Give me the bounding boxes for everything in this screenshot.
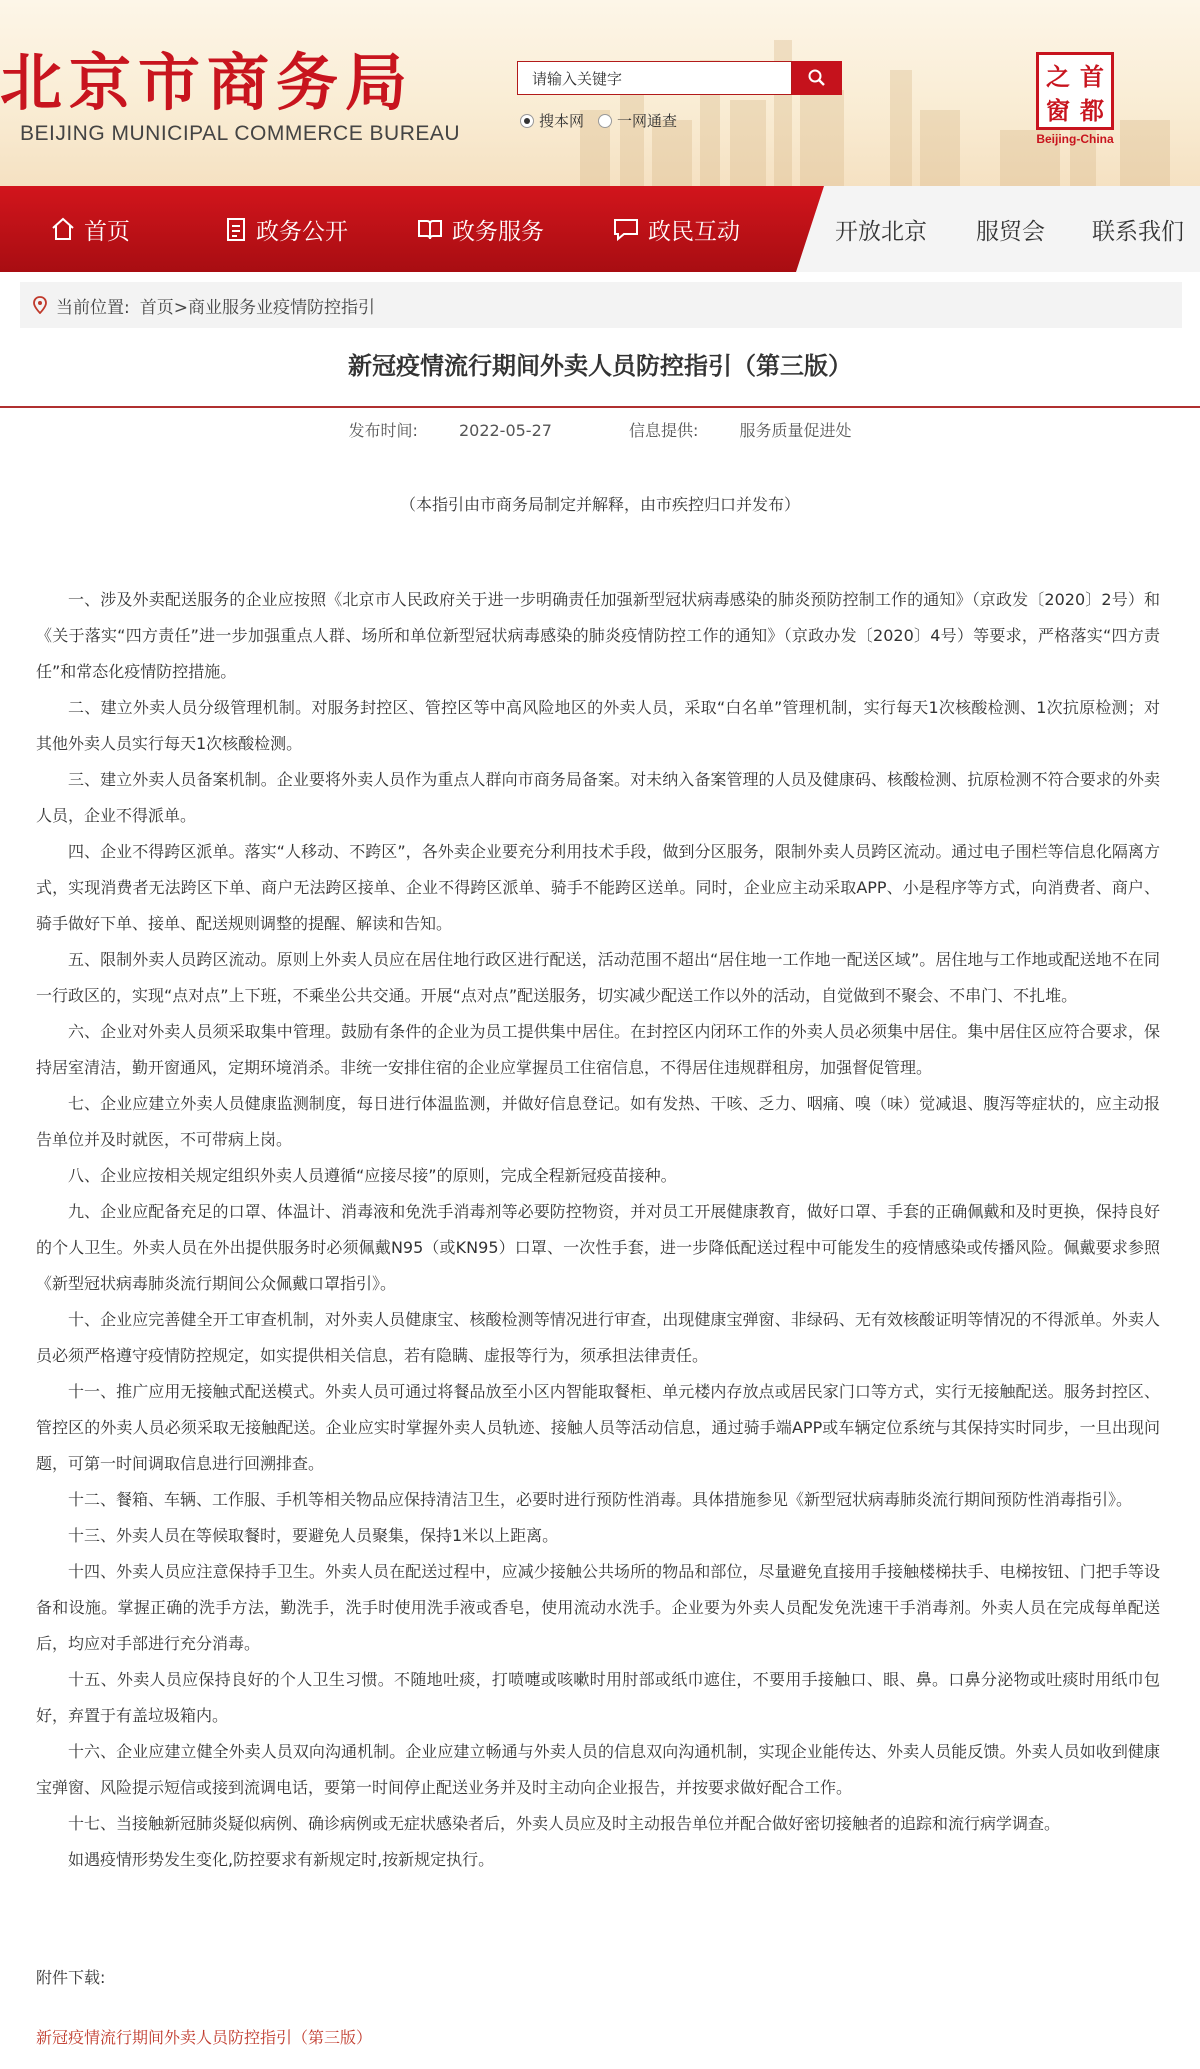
article-paragraph: 十六、企业应建立健全外卖人员双向沟通机制。企业应建立畅通与外卖人员的信息双向沟通机制，实现企业能传达、外卖人员能反馈。外卖人员如收到健康宝弹窗、风险提示短信或接到流调电话，要第一时间停止配送业务并及时主动向企业报告，并按要求做好配合工作。: [36, 1742, 1160, 1797]
site-header: [0, 0, 1200, 186]
badge-char: 窗: [1046, 95, 1070, 125]
title-divider: [0, 406, 1200, 408]
article-note: （本指引由市商务局制定并解释，由市疾控归口并发布）: [399, 495, 800, 514]
chat-icon: [612, 216, 640, 242]
search-scope: [520, 110, 691, 131]
badge-char: 之: [1046, 61, 1070, 91]
source-label: 信息提供:: [629, 421, 699, 440]
publish-label: 发布时间:: [348, 421, 418, 440]
breadcrumb-path[interactable]: 首页>商业服务业疫情防控指引: [139, 297, 375, 318]
article-paragraph: 十五、外卖人员应保持良好的个人卫生习惯。不随地吐痰，打喷嚏或咳嗽时用肘部或纸巾遮住，不要用手接触口、眼、鼻。口鼻分泌物或吐痰时用纸巾包好，弃置于有盖垃圾箱内。: [36, 1670, 1160, 1725]
search-button[interactable]: [792, 61, 842, 95]
badge-char: 首: [1080, 61, 1104, 91]
document-icon: [224, 216, 248, 242]
article-body: [36, 582, 1160, 1878]
search-placeholder: 请输入关键字: [532, 69, 623, 88]
article-paragraph: 三、建立外卖人员备案机制。企业要将外卖人员作为重点人群向市商务局备案。对未纳入备案管理的人员及健康码、核酸检测、抗原检测不符合要求的外卖人员，企业不得派单。: [36, 770, 1160, 825]
article-paragraph: 如遇疫情形势发生变化,防控要求有新规定时,按新规定执行。: [68, 1850, 495, 1869]
nav-home-label: 首页: [84, 218, 130, 245]
search-input[interactable]: [517, 61, 792, 95]
site-logo-chinese[interactable]: 北京市商务局: [0, 46, 415, 119]
article-paragraph: 五、限制外卖人员跨区流动。原则上外卖人员应在居住地行政区进行配送，活动范围不超出“居住地一工作地一配送区域”。居住地与工作地或配送地不在同一行政区的，实现“点对点”上下班，不乘坐公共交通。开展“点对点”配送服务，切实减少配送工作以外的活动，自觉做到不聚会、不串门、不扎堆。: [36, 950, 1160, 1005]
radio-all-label: 一网通查: [617, 112, 678, 130]
publish-date: 2022-05-27: [458, 421, 552, 440]
article-meta: [0, 418, 1200, 441]
article-paragraph: 九、企业应配备充足的口罩、体温计、消毒液和免洗手消毒剂等必要防控物资，并对员工开展健康教育，做好口罩、手套的正确佩戴和及时更换，保持良好的个人卫生。外卖人员在外出提供服务时必须佩戴N95（或KN95）口罩、一次性手套，进一步降低配送过程中可能发生的疫情感染或传播风险。佩戴要求参照《新型冠状病毒肺炎流行期间公众佩戴口罩指引》。: [36, 1202, 1160, 1293]
radio-site-label: 搜本网: [539, 112, 585, 130]
radio-all-search[interactable]: [598, 114, 612, 128]
capital-window-logo[interactable]: [1036, 52, 1114, 130]
article-paragraph: 六、企业对外卖人员须采取集中管理。鼓励有条件的企业为员工提供集中居住。在封控区内闭环工作的外卖人员必须集中居住。集中居住区应符合要求，保持居室清洁，勤开窗通风，定期环境消杀。非统一安排住宿的企业应掌握员工住宿信息，不得居住违规群租房，加强督促管理。: [36, 1022, 1160, 1077]
nav-gov-affairs[interactable]: [224, 186, 348, 272]
breadcrumb: [20, 282, 1182, 328]
nav-gov-services-label: 政务服务: [452, 218, 544, 245]
book-icon: [416, 216, 444, 242]
nav-home[interactable]: [50, 186, 130, 272]
article-title: 新冠疫情流行期间外卖人员防控指引（第三版）: [348, 352, 852, 380]
article-paragraph: 十四、外卖人员应注意保持手卫生。外卖人员在配送过程中，应减少接触公共场所的物品和部位，尽量避免直接用手接触楼梯扶手、电梯按钮、门把手等设备和设施。掌握正确的洗手方法，勤洗手，洗手时使用洗手液或香皂，使用流动水洗手。企业要为外卖人员配发免洗速干手消毒剂。外卖人员在完成每单配送后，均应对手部进行充分消毒。: [36, 1562, 1160, 1653]
nav-contact-us[interactable]: 联系我们: [1092, 218, 1184, 245]
article-paragraph: 一、涉及外卖配送服务的企业应按照《北京市人民政府关于进一步明确责任加强新型冠状病毒感染的肺炎预防控制工作的通知》（京政发〔2020〕2号）和《关于落实“四方责任”进一步加强重点人群、场所和单位新型冠状病毒感染的肺炎疫情防控工作的通知》（京政办发〔2020〕4号）等要求，严格落实“四方责任”和常态化疫情防控措施。: [36, 590, 1160, 681]
nav-interaction[interactable]: [612, 186, 740, 272]
search-icon: [807, 68, 827, 88]
article-paragraph: 十三、外卖人员在等候取餐时，要避免人员聚集，保持1米以上距离。: [68, 1526, 559, 1545]
nav-gov-services[interactable]: [416, 186, 544, 272]
nav-interaction-label: 政民互动: [648, 218, 740, 245]
attachment-label: 附件下载:: [36, 1968, 106, 1987]
nav-open-beijing[interactable]: 开放北京: [835, 218, 927, 245]
nav-gov-affairs-label: 政务公开: [256, 218, 348, 245]
article-paragraph: 四、企业不得跨区派单。落实“人移动、不跨区”，各外卖企业要充分利用技术手段，做到分区服务，限制外卖人员跨区流动。通过电子围栏等信息化隔离方式，实现消费者无法跨区下单、商户无法跨区接单、企业不得跨区派单、骑手不能跨区送单。同时，企业应主动采取APP、小是程序等方式，向消费者、商户、骑手做好下单、接单、配送规则调整的提醒、解读和告知。: [36, 842, 1160, 933]
location-pin-icon: [32, 296, 48, 314]
radio-site-search[interactable]: [520, 114, 534, 128]
article-paragraph: 八、企业应按相关规定组织外卖人员遵循“应接尽接”的原则，完成全程新冠疫苗接种。: [68, 1166, 677, 1185]
home-icon: [50, 216, 76, 242]
article-paragraph: 十、企业应完善健全开工审查机制，对外卖人员健康宝、核酸检测等情况进行审查，出现健康宝弹窗、非绿码、无有效核酸证明等情况的不得派单。外卖人员必须严格遵守疫情防控规定，如实提供相关信息，若有隐瞒、虚报等行为，须承担法律责任。: [36, 1310, 1160, 1365]
badge-char: 都: [1080, 95, 1104, 125]
article-paragraph: 二、建立外卖人员分级管理机制。对服务封控区、管控区等中高风险地区的外卖人员，采取“白名单”管理机制，实行每天1次核酸检测、1次抗原检测；对其他外卖人员实行每天1次核酸检测。: [36, 698, 1160, 753]
nav-trade-fair[interactable]: 服贸会: [976, 218, 1045, 245]
badge-caption: Beijing-China: [1036, 132, 1114, 146]
main-navigation: [0, 186, 1200, 272]
site-logo-english: BEIJING MUNICIPAL COMMERCE BUREAU: [20, 122, 461, 145]
source-dept: 服务质量促进处: [739, 421, 852, 440]
article-paragraph: 七、企业应建立外卖人员健康监测制度，每日进行体温监测，并做好信息登记。如有发热、干咳、乏力、咽痛、嗅（味）觉减退、腹泻等症状的，应主动报告单位并及时就医，不可带病上岗。: [36, 1094, 1160, 1149]
attachment-link[interactable]: 新冠疫情流行期间外卖人员防控指引（第三版）: [36, 2028, 373, 2047]
article-paragraph: 十二、餐箱、车辆、工作服、手机等相关物品应保持清洁卫生，必要时进行预防性消毒。具体措施参见《新型冠状病毒肺炎流行期间预防性消毒指引》。: [68, 1490, 1133, 1509]
article-paragraph: 十七、当接触新冠肺炎疑似病例、确诊病例或无症状感染者后，外卖人员应及时主动报告单位并配合做好密切接触者的追踪和流行病学调查。: [68, 1814, 1061, 1833]
breadcrumb-label: 当前位置:: [56, 297, 130, 318]
article-paragraph: 十一、推广应用无接触式配送模式。外卖人员可通过将餐品放至小区内智能取餐柜、单元楼内存放点或居民家门口等方式，实行无接触配送。服务封控区、管控区的外卖人员必须采取无接触配送。企业应实时掌握外卖人员轨迹、接触人员等活动信息，通过骑手端APP或车辆定位系统与其保持实时同步，一旦出现问题，可第一时间调取信息进行回溯排查。: [36, 1382, 1160, 1473]
